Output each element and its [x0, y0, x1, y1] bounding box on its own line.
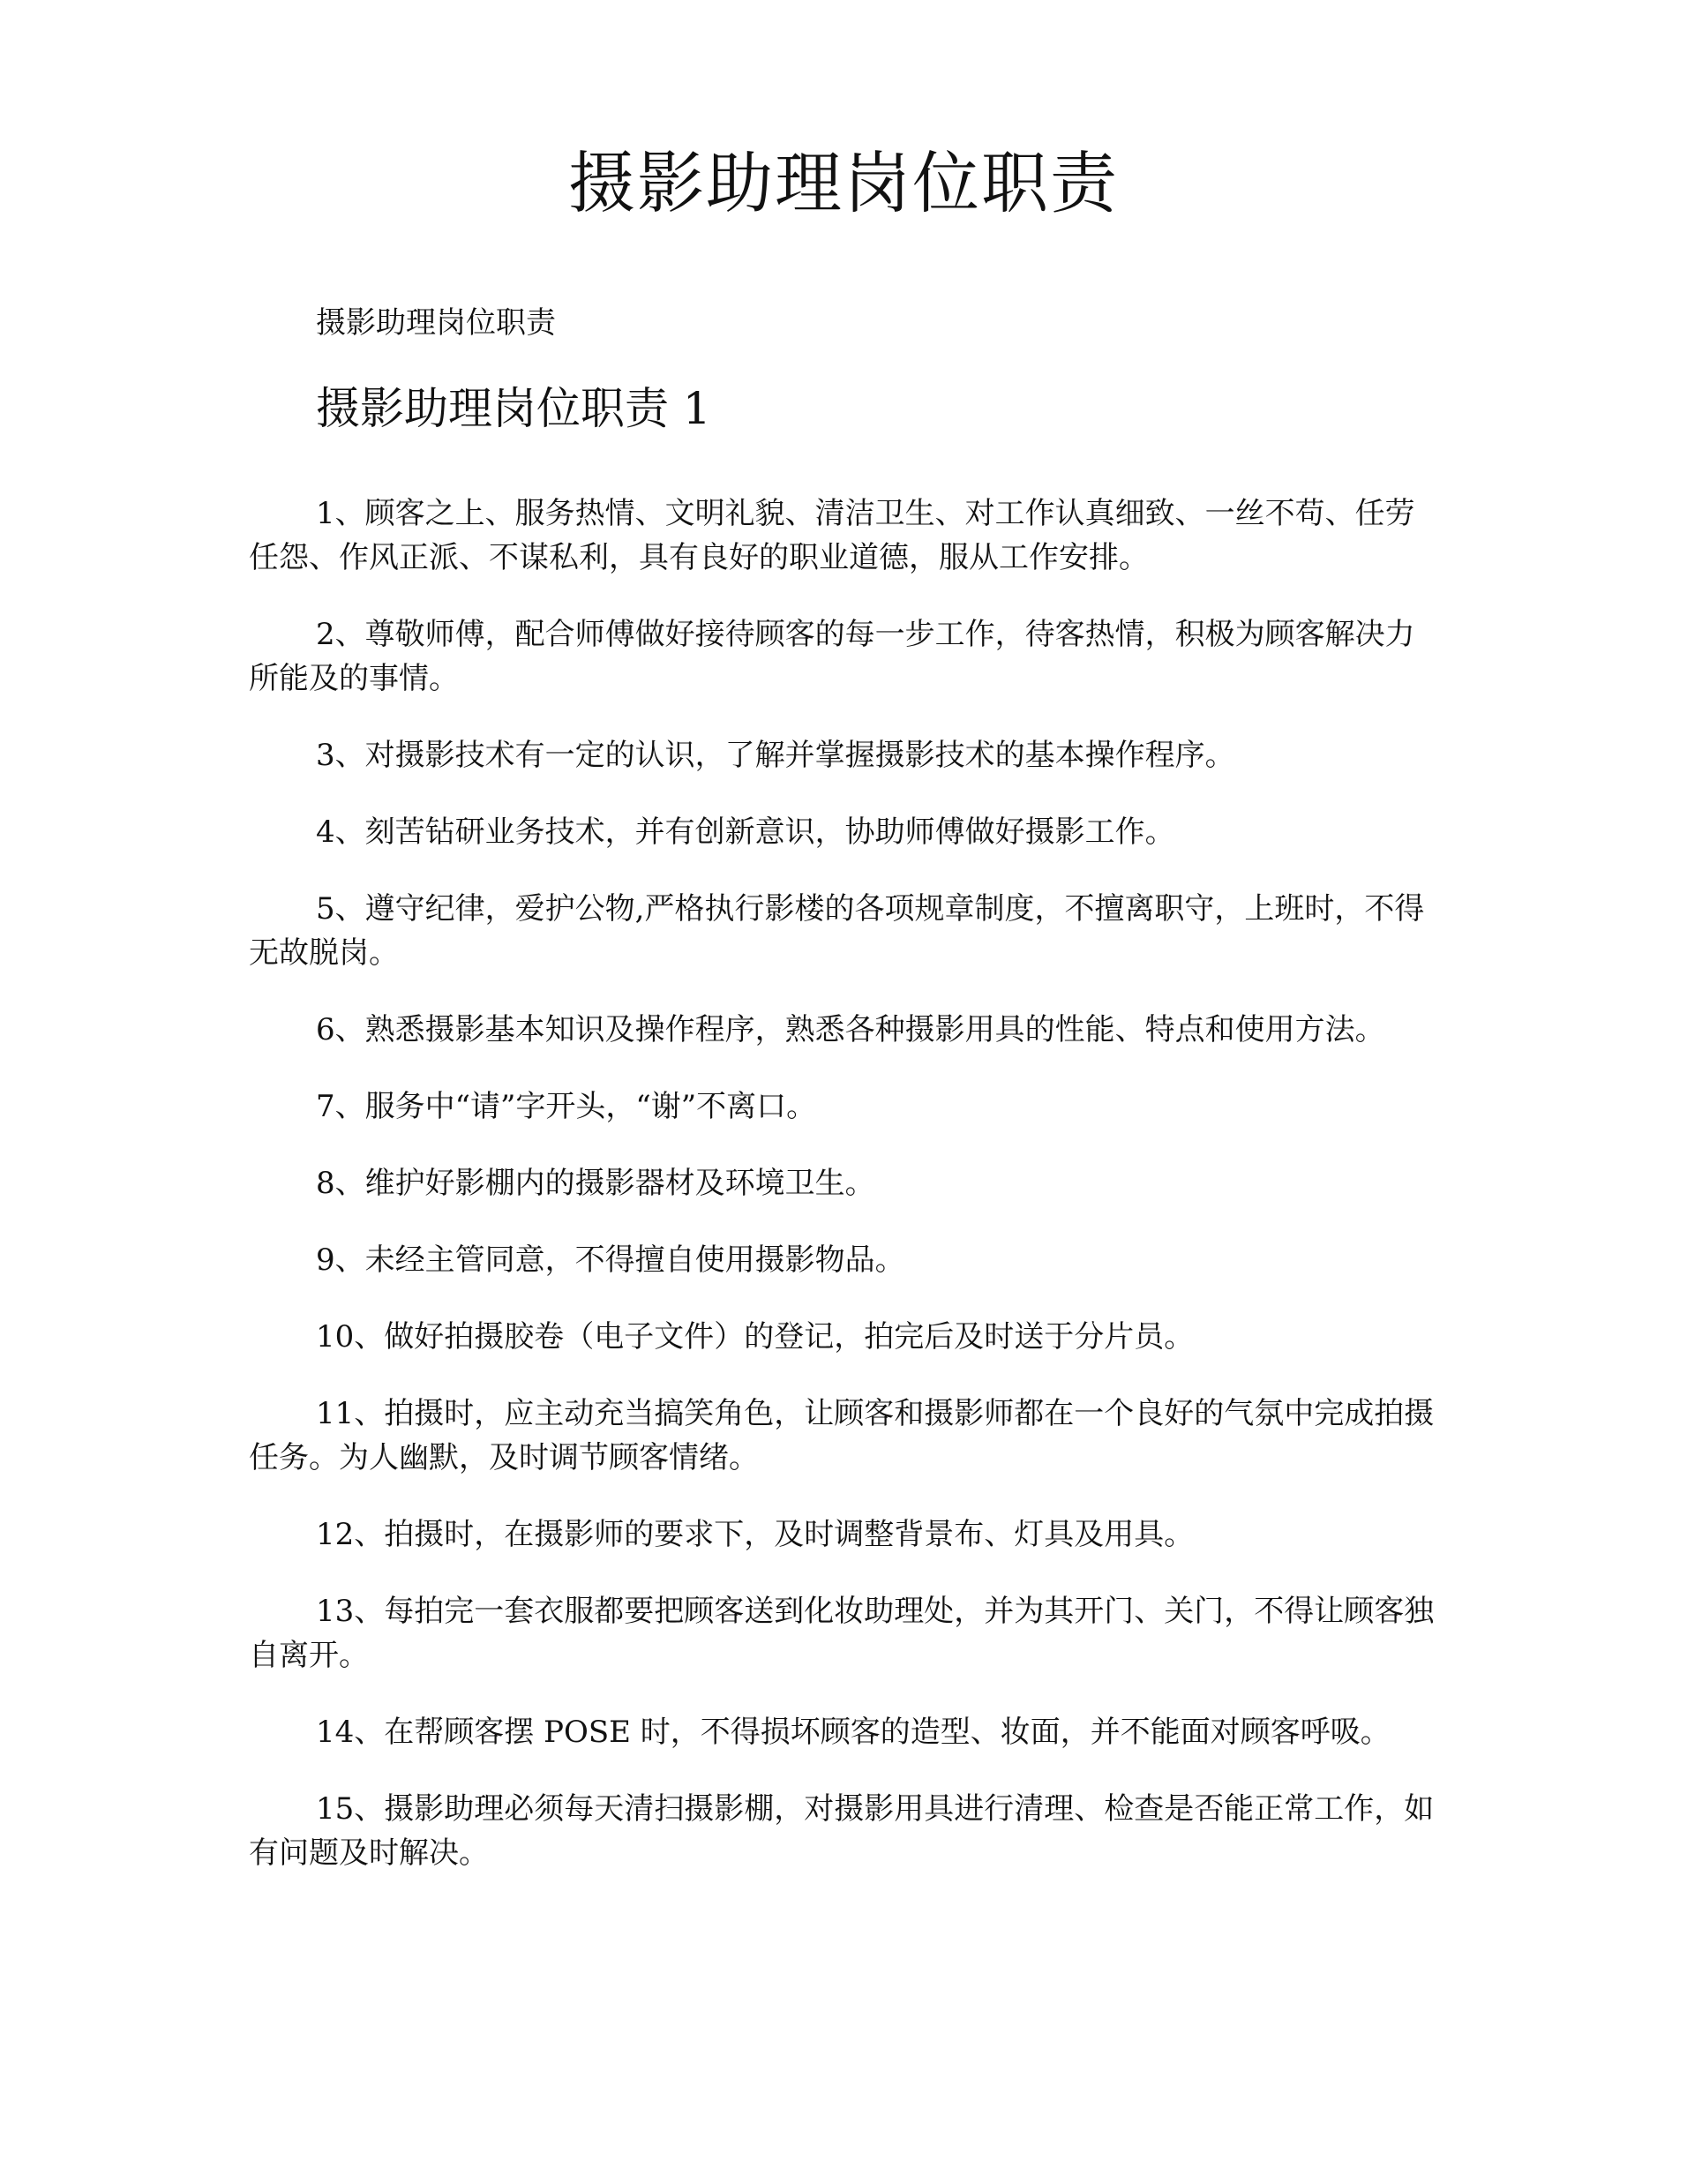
- duty-item-5: 5、遵守纪律，爱护公物,严格执行影楼的各项规章制度，不擅离职守，上班时，不得无故脱岗。: [249, 891, 1425, 971]
- duty-item-10: 10、做好拍摄胶卷（电子文件）的登记，拍完后及时送于分片员。: [316, 1319, 1195, 1355]
- duty-item-11: 11、拍摄时，应主动充当搞笑角色，让顾客和摄影师都在一个良好的气氛中完成拍摄任务。为人幽默，及时调节顾客情绪。: [249, 1396, 1435, 1475]
- duty-item-9: 9、未经主管同意，不得擅自使用摄影物品。: [316, 1242, 905, 1278]
- document-subtitle: 摄影助理岗位职责: [316, 305, 556, 341]
- duty-item-8: 8、维护好影棚内的摄影器材及环境卫生。: [316, 1166, 875, 1201]
- duty-item-6: 6、熟悉摄影基本知识及操作程序，熟悉各种摄影用具的性能、特点和使用方法。: [316, 1012, 1385, 1047]
- duty-item-7: 7、服务中“请”字开头，“谢”不离口。: [316, 1089, 817, 1124]
- duty-list: [249, 492, 1442, 1908]
- duty-item-14: 14、在帮顾客摆 POSE 时，不得损坏顾客的造型、妆面，并不能面对顾客呼吸。: [316, 1715, 1391, 1750]
- document-title: 摄影助理岗位职责: [568, 144, 1119, 222]
- section-heading: 摄影助理岗位职责 1: [316, 383, 711, 434]
- duty-item-13: 13、每拍完一套衣服都要把顾客送到化妆助理处，并为其开门、关门，不得让顾客独自离开。: [249, 1594, 1435, 1673]
- duty-item-1: 1、顾客之上、服务热情、文明礼貌、清洁卫生、对工作认真细致、一丝不苟、任劳任怨、作风正派、不谋私利，具有良好的职业道德，服从工作安排。: [249, 496, 1415, 575]
- duty-item-3: 3、对摄影技术有一定的认识，了解并掌握摄影技术的基本操作程序。: [316, 738, 1235, 773]
- duty-item-2: 2、尊敬师傅，配合师傅做好接待顾客的每一步工作，待客热情，积极为顾客解决力所能及的事情。: [249, 617, 1415, 696]
- duty-item-15: 15、摄影助理必须每天清扫摄影棚，对摄影用具进行清理、检查是否能正常工作，如有问题及时解决。: [249, 1791, 1435, 1871]
- duty-item-12: 12、拍摄时，在摄影师的要求下，及时调整背景布、灯具及用具。: [316, 1517, 1195, 1552]
- duty-item-4: 4、刻苦钻研业务技术，并有创新意识，协助师傅做好摄影工作。: [316, 814, 1175, 850]
